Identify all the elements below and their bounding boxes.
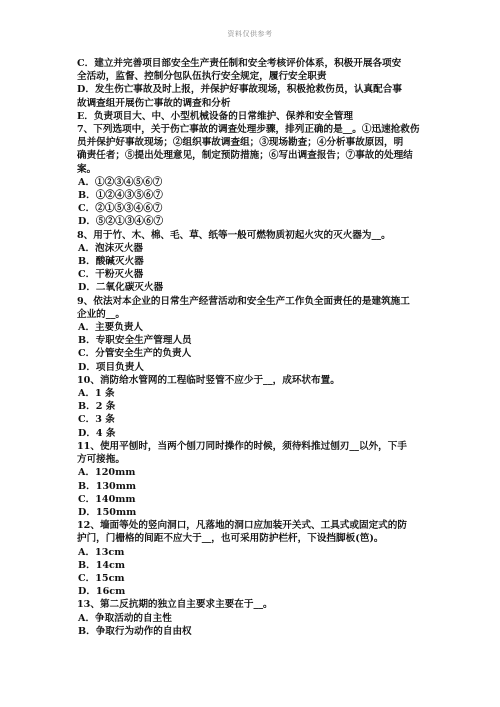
question-7 bbox=[77, 123, 437, 229]
option-a: A．13cm bbox=[78, 546, 125, 558]
option-d: D．4 条 bbox=[78, 427, 116, 439]
option-b: B．①②④③⑤⑥⑦ bbox=[78, 190, 163, 202]
document-body bbox=[77, 57, 437, 638]
option-c: C．140mm bbox=[78, 493, 136, 505]
question-text: 确责任者；⑤提出处理意见，制定预防措施；⑥写出调查报告；⑦事故的处理结 bbox=[77, 150, 413, 162]
option-b: B．酸碱灭火器 bbox=[78, 256, 144, 268]
text-line: D．发生伤亡事故及时上报，并保护好事故现场，积极抢救伤员，认真配合事 bbox=[77, 84, 402, 96]
option-b: B．130mm bbox=[78, 480, 137, 492]
option-a: A．①②③④⑤⑥⑦ bbox=[78, 176, 163, 188]
page-header: 资料仅供参考 bbox=[227, 30, 273, 38]
question-11 bbox=[77, 440, 437, 519]
question-10 bbox=[77, 374, 437, 440]
option-c: C．②①⑤③④⑥⑦ bbox=[78, 203, 163, 215]
option-a: A．120mm bbox=[78, 467, 136, 479]
option-d: D．150mm bbox=[78, 506, 137, 518]
option-a: A．主要负责人 bbox=[78, 322, 144, 334]
question-text: 13、第二反抗期的独立自主要求主要在于__。 bbox=[77, 599, 273, 611]
option-c: C．15cm bbox=[78, 572, 125, 584]
option-c: C．干粉灭火器 bbox=[78, 269, 144, 281]
option-c: C．分管安全生产的负责人 bbox=[78, 348, 192, 360]
text-line: 故调查组开展伤亡事故的调查和分析 bbox=[77, 97, 231, 109]
text-line: C．建立并完善项目部安全生产责任制和安全考核评价体系，积极开展各项安 bbox=[77, 58, 402, 69]
option-a: A．泡沫灭火器 bbox=[78, 242, 144, 254]
question-text: 企业的__。 bbox=[77, 308, 125, 320]
question-text: 员并保护好事故现场；②组织事故调查组；③现场勘查；④分析事故原因，明 bbox=[77, 137, 404, 149]
question-6-options-continued bbox=[77, 57, 437, 123]
question-text: 案。 bbox=[77, 163, 97, 175]
option-b: B．专职安全生产管理人员 bbox=[78, 335, 192, 347]
option-a: A．争取活动的自主性 bbox=[78, 612, 172, 624]
text-line: E．负责项目大、中、小型机械设备的日常维护、保养和安全管理 bbox=[77, 110, 353, 122]
question-text: 方可接拖。 bbox=[77, 454, 125, 466]
question-text: 10、消防给水管网的工程临时竖管不应少于__，成环状布置。 bbox=[77, 374, 340, 386]
question-text: 9、依法对本企业的日常生产经营活动和安全生产工作负全面责任的是建筑施工 bbox=[77, 295, 410, 307]
option-d: D．16cm bbox=[78, 586, 126, 598]
question-text: 8、用于竹、木、棉、毛、草、纸等一般可燃物质初起火灾的灭火器为__。 bbox=[77, 229, 391, 241]
option-b: B．2 条 bbox=[78, 401, 116, 413]
question-text: 7、下列选项中，关于伤亡事故的调查处理步骤，排列正确的是__。①迅速抢救伤 bbox=[77, 124, 420, 136]
text-line: 全活动，监督、控制分包队伍执行安全规定，履行安全职责 bbox=[77, 71, 327, 83]
question-text: 12、墙面等处的竖向洞口，凡落地的洞口应加装开关式、工具式或固定式的防 bbox=[77, 520, 407, 532]
question-text: 护门，门栅格的间距不应大于__，也可采用防护栏杆，下设挡脚板(笆)。 bbox=[77, 533, 384, 545]
option-b: B．争取行为动作的自由权 bbox=[78, 625, 192, 637]
question-8 bbox=[77, 229, 437, 295]
option-a: A．1 条 bbox=[78, 388, 115, 400]
question-12 bbox=[77, 519, 437, 598]
option-d: D．⑤②①③④⑥⑦ bbox=[78, 216, 164, 228]
option-d: D．二氧化碳灭火器 bbox=[78, 282, 164, 294]
question-13 bbox=[77, 598, 437, 638]
option-d: D．项目负责人 bbox=[78, 361, 144, 373]
question-text: 11、使用平刨时，当两个刨刀同时操作的时候，须待料推过刨刃__以外，下手 bbox=[77, 440, 407, 452]
question-9 bbox=[77, 295, 437, 374]
option-c: C．3 条 bbox=[78, 414, 115, 426]
option-b: B．14cm bbox=[78, 559, 126, 571]
